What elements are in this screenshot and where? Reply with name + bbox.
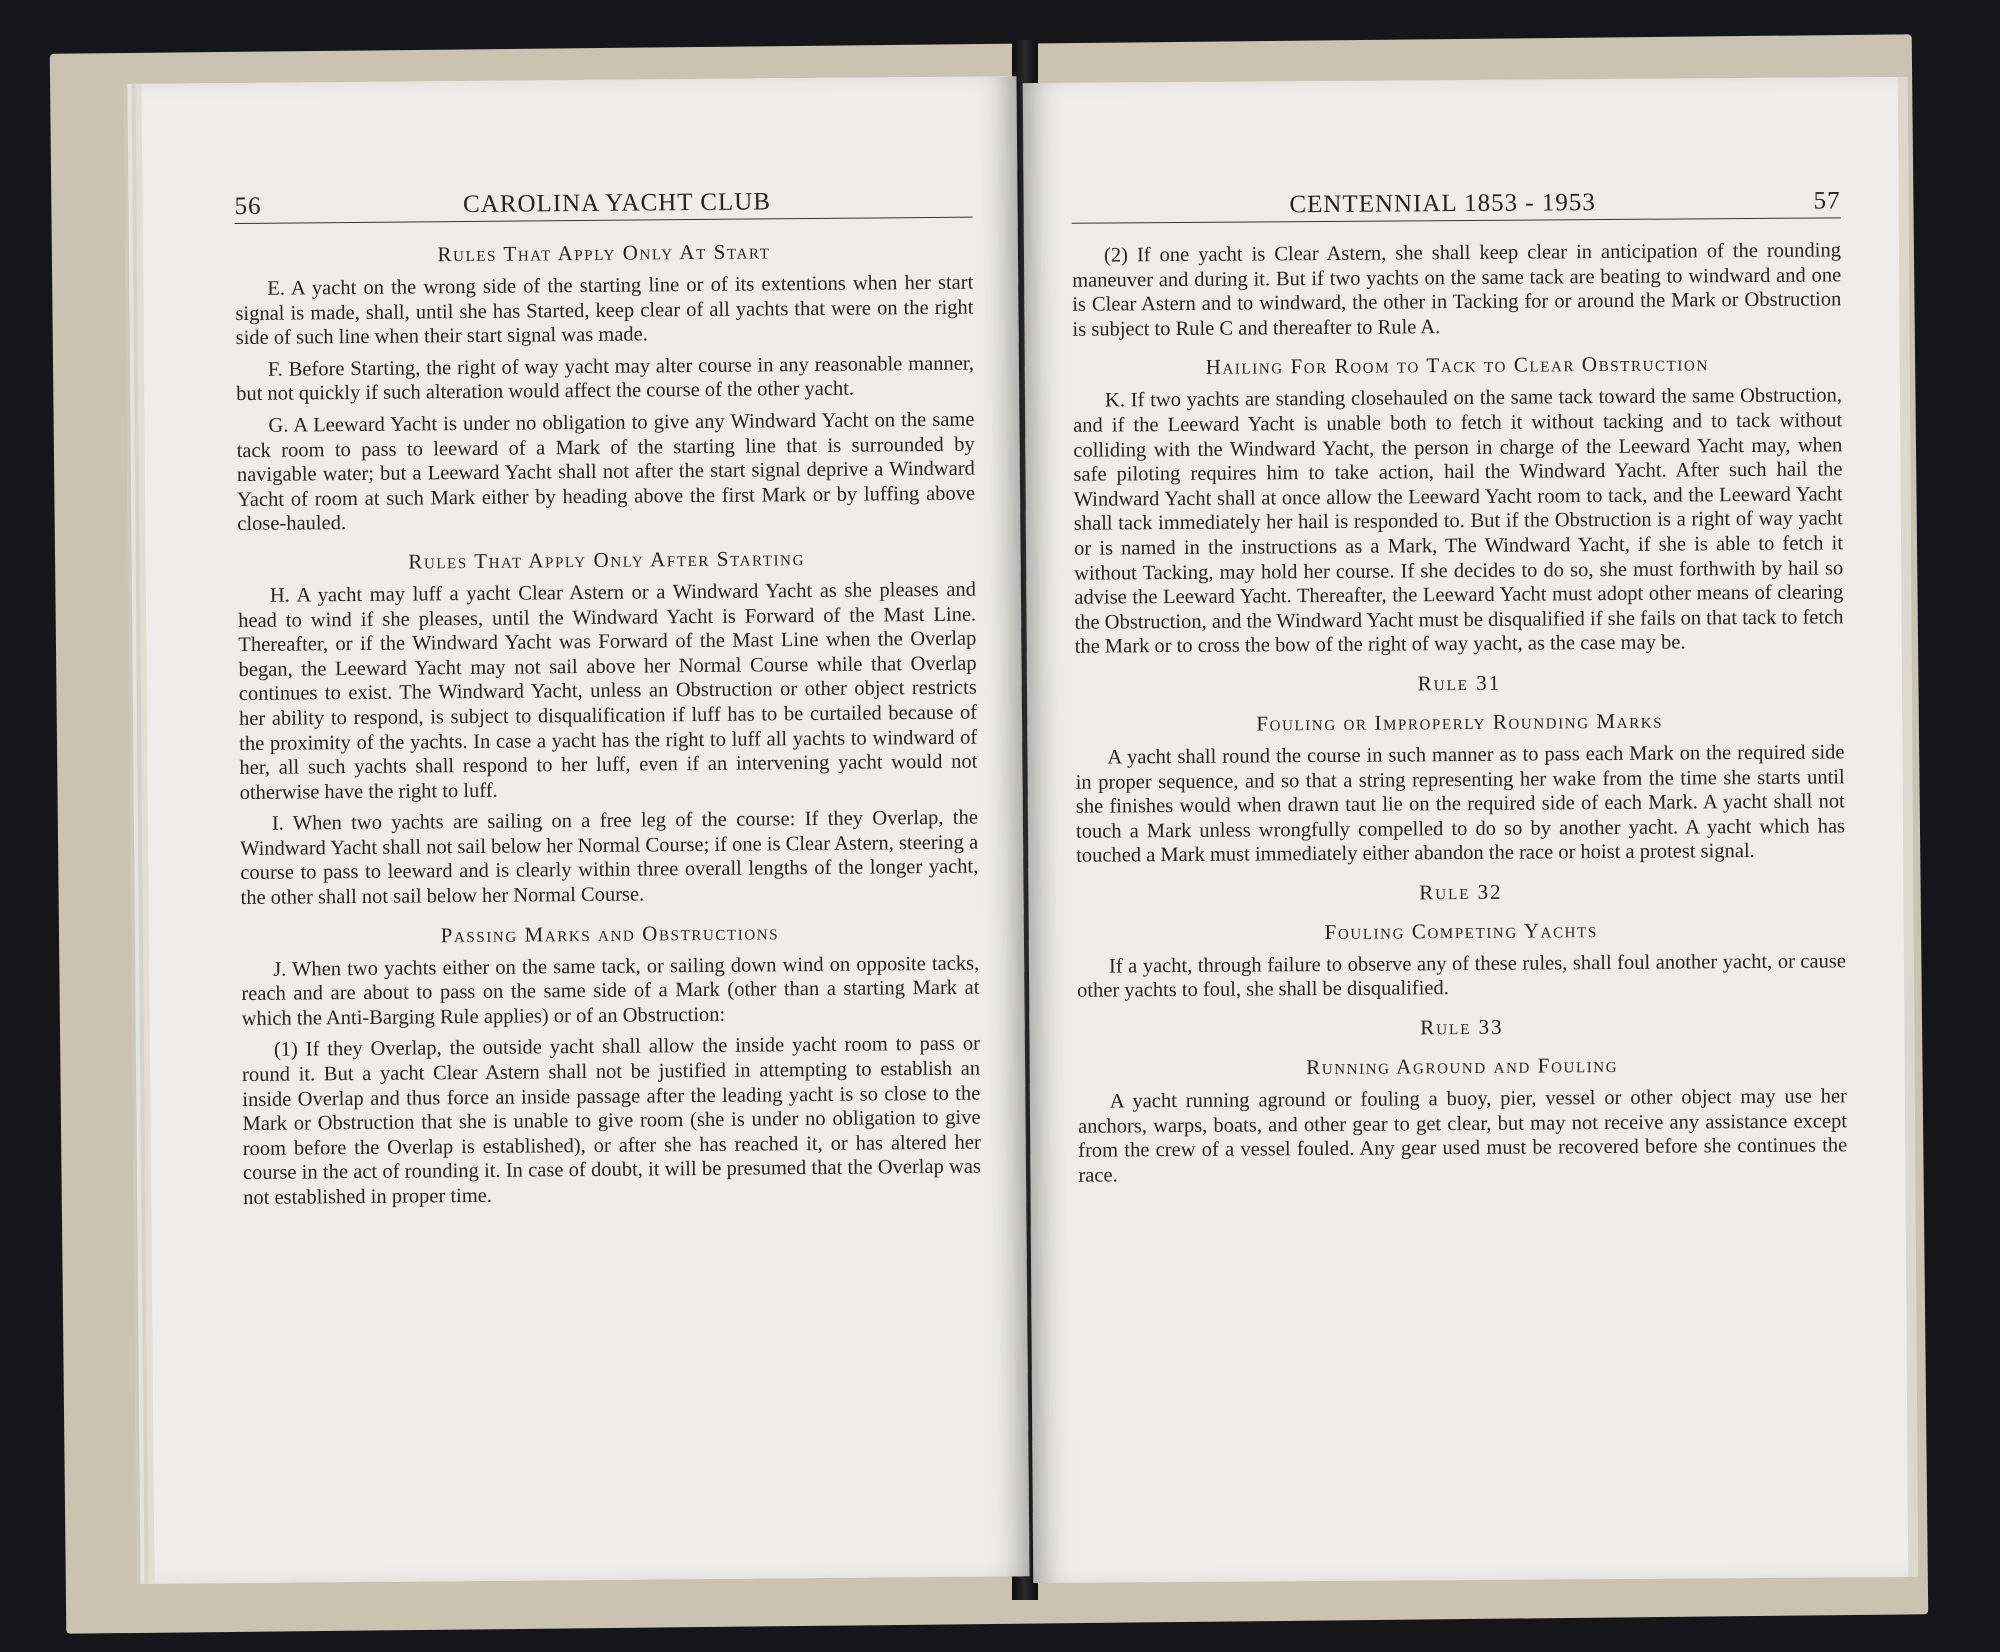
section-heading: Hailing For Room to Tack to Clear Obstruction xyxy=(1205,351,1709,380)
right-page-header xyxy=(1072,187,1841,223)
rule-paragraph: F. Before Starting, the right of way yacht may alter course in any reasonable manner, but not quickly if such alteration would affect the course of the other yacht. xyxy=(236,352,975,406)
rule-paragraph: A yacht shall round the course in such manner as to pass each Mark on the required side in proper sequence, and so that a string representing her wake from the time she starts until she finishes would when drawn taut lie on the required side of each Mark. A yacht shall not touch a Mark unless wrongfully compelled to do so by another yacht. A yacht which has touched a Mark must immediately either abandon the race or hoist a protest signal. xyxy=(1075,741,1846,867)
section-heading: Fouling Competing Yachts xyxy=(1324,917,1598,944)
section-heading: Fouling or Improperly Rounding Marks xyxy=(1256,708,1664,736)
rule-number: Rule 32 xyxy=(1419,879,1503,905)
right-page xyxy=(1023,77,1908,1583)
section-heading: Running Aground and Fouling xyxy=(1306,1053,1619,1080)
rule-number: Rule 31 xyxy=(1417,670,1502,696)
section-heading: Passing Marks and Obstructions xyxy=(440,919,780,947)
rule-paragraph: (2) If one yacht is Clear Astern, she shall keep clear in anticipation of the rounding maneuver and during it. But if two yachts on the same tack are beating to windward and one is Clear Astern and to windward, the other in Tacking for or around the Mark or Obstruction is subject to Rule C and thereafter to Rule A. xyxy=(1072,239,1842,341)
left-page xyxy=(141,76,1029,1584)
page-number: 56 xyxy=(234,192,262,221)
rule-paragraph: If a yacht, through failure to observe any of these rules, shall foul another yacht, or cause other yachts to foul, she shall be disqualified. xyxy=(1077,950,1847,1003)
section-heading: Rules That Apply Only After Starting xyxy=(408,546,806,574)
running-head: CAROLINA YACHT CLUB xyxy=(462,188,772,219)
rule-paragraph: I. When two yachts are sailing on a free leg of the course: If they Overlap, the Windward Yacht shall not sail below her Normal Course; if one is Clear Astern, steering a course to pass to leeward and is clearly within three overall lengths of the longer yacht, the other shall not sail below her Normal Course. xyxy=(240,806,979,910)
rule-paragraph: K. If two yachts are standing closehauled on the same tack toward the same Obstruction, and if the Leeward Yacht is unable both to fetch it without tacking and to tack without colliding with the Windward Yacht, the person in charge of the Leeward Yacht may, when safe piloting requires him to take action, hail the Windward Yacht. After such hail the Windward Yacht shall at once allow the Leeward Yacht room to tack, and the Leeward Yacht shall tack immediately her hail is responded to. But if the Obstruction is a right of way yacht or is named in the instructions as a Mark, The Windward Yacht, if she is able to fetch it without Tacking, may hold her course. If she decides to do so, she must forthwith by hail so advise the Leeward Yacht. Thereafter, the Leeward Yacht must adopt other means of clearing the Obstruction, and the Windward Yacht must be disqualified if she fails on that tack to fetch the Mark or to cross the bow of the right of way yacht, as the case may be. xyxy=(1073,384,1844,659)
running-head: CENTENNIAL 1853 - 1953 xyxy=(1289,189,1596,219)
rule-paragraph: H. A yacht may luff a yacht Clear Astern or a Windward Yacht as she pleases and head to wind if she pleases, until the Windward Yacht is Forward of the Mast Line. Thereafter, or if the Windward Yacht was Forward of the Mast Line when the Overlap began, the Leeward Yacht may not sail above her Normal Course while that Overlap continues to exist. The Windward Yacht, unless an Obstruction or other object restricts her ability to respond, is subject to disqualification if luff has to be curtailed because of the proximity of the yachts. In case a yacht has the right to luff all yachts to windward of her, all such yachts shall respond to her luff, even if an intervening yacht would not otherwise have the right to luff. xyxy=(238,578,978,804)
rule-number: Rule 33 xyxy=(1420,1014,1504,1040)
rule-paragraph: G. A Leeward Yacht is under no obligation to give any Windward Yacht on the same tack room to pass to leeward of a Mark of the starting line that is surrounded by navigable water; but a Leeward Yacht shall not after the start signal deprive a Windward Yacht of room at such Mark either by heading above the first Mark or by luffing above close-hauled. xyxy=(236,408,976,536)
left-page-header xyxy=(234,187,972,224)
rule-paragraph: A yacht running aground or fouling a buoy, pier, vessel or other object may use her anchors, warps, boats, and other gear to get clear, but may not receive any assistance except from the crew of a vessel fouled. Any gear used must be recovered before she continues the race. xyxy=(1077,1085,1848,1187)
rule-paragraph: J. When two yachts either on the same tack, or sailing down wind on opposite tacks, reach and are about to pass on the same side of a Mark (other than a starting Mark at which the Anti-Barging Rule applies) or of an Obstruction: xyxy=(241,952,980,1030)
section-heading: Rules That Apply Only At Start xyxy=(437,239,771,267)
page-number: 57 xyxy=(1813,187,1841,215)
rule-paragraph: (1) If they Overlap, the outside yacht shall allow the inside yacht room to pass or round it. But a yacht Clear Astern shall not be justified in attempting to establish an inside Overlap and thus force an inside passage after the leading yacht is so close to the Mark or Obstruction that she is unable to give room (she is under no obligation to give room before the Overlap is established), or after she has reached it, or has altered her course in the act of rounding it. In case of doubt, it will be presumed that the Overlap was not established in proper time. xyxy=(242,1033,982,1210)
rule-paragraph: E. A yacht on the wrong side of the starting line or of its extentions when her start signal is made, shall, until she has Started, keep clear of all yachts that were on the right side of such line when their start signal was made. xyxy=(235,271,974,350)
